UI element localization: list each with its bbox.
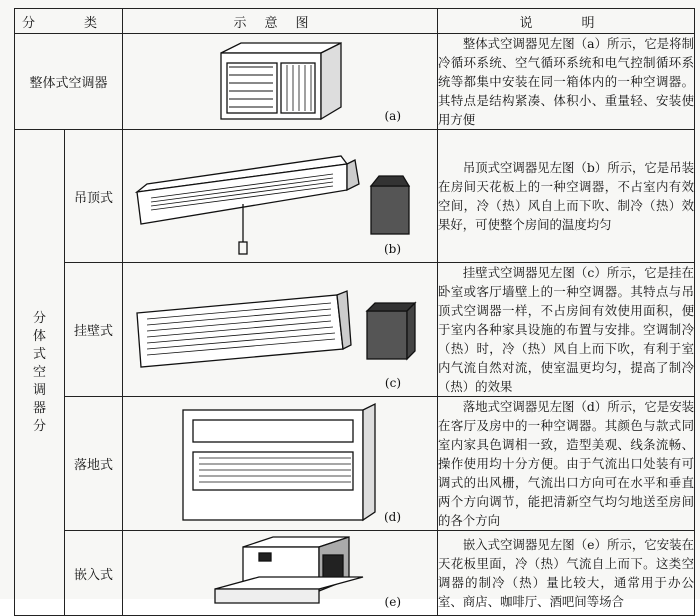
description-text: 整体式空调器见左图（a）所示，它是将制冷循环系统、空气循环系统和电气控制循环系统等都集中安装在同一箱体内的一种空调器。其特点是结构紧凑、体积小、重量轻、安装使用方便 bbox=[438, 34, 695, 130]
header-explanation: 说 明 bbox=[438, 9, 695, 34]
table-row bbox=[15, 531, 695, 616]
diagram-cell bbox=[123, 263, 438, 397]
category-label: 落地式 bbox=[65, 397, 123, 531]
category-label: 整体式空调器 bbox=[15, 34, 123, 130]
classification-table bbox=[14, 8, 695, 616]
table-row bbox=[15, 34, 695, 130]
diagram-cell bbox=[123, 34, 438, 130]
diagram-cell bbox=[123, 397, 438, 531]
figure-caption: (c) bbox=[384, 376, 402, 390]
table-row bbox=[15, 130, 695, 263]
figure-caption: (e) bbox=[384, 595, 402, 609]
diagram-cell bbox=[123, 130, 438, 263]
floor-ac-diagram bbox=[123, 400, 438, 528]
description-text: 落地式空调器见左图（d）所示，它是安装在客厅及房中的一种空调器。其颜色与款式同室内家具色调相一致，造型美观、线条流畅、操作使用均十分方便。由于气流出口处装有可调式的出风栅，气流出口方向可在水平和垂直两个方向调节，能把清新空气均匀地送至房间的各个方向 bbox=[438, 397, 695, 531]
split-group-label: 分 体 式 空 调 器 分 bbox=[15, 130, 65, 616]
description-text: 吊顶式空调器见左图（b）所示，它是吊装在房间天花板上的一种空调器，不占室内有效空间，冷（热）风自上而下吹、制冷（热）效果好，可使整个房间的温度均匀 bbox=[438, 130, 695, 263]
category-label: 嵌入式 bbox=[65, 531, 123, 616]
wall-ac-diagram bbox=[123, 269, 438, 391]
figure-caption: (a) bbox=[384, 109, 402, 123]
table-row bbox=[15, 263, 695, 397]
figure-caption: (b) bbox=[383, 242, 402, 256]
table-row bbox=[15, 397, 695, 531]
table-header-row bbox=[15, 9, 695, 34]
header-diagram: 示意图 bbox=[123, 9, 438, 34]
figure-caption: (d) bbox=[383, 510, 402, 524]
category-label: 挂壁式 bbox=[65, 263, 123, 397]
category-label: 吊顶式 bbox=[65, 130, 123, 263]
description-text: 嵌入式空调器见左图（e）所示，它安装在天花板里面，冷（热）气流自上而下。这类空调器的制冷（热）量比较大，通常用于办公室、商店、咖啡厅、酒吧间等场合 bbox=[438, 531, 695, 616]
header-category: 分 类 bbox=[15, 9, 123, 34]
description-text: 挂壁式空调器见左图（c）所示，它是挂在卧室或客厅墙壁上的一种空调器。其特点与吊顶式空调器一样，不占房间有效使用面积，便于室内各种家具设施的布置与安排。空调制冷（热）时，冷（热）风自上而下吹，有利于室内气流自然对流，使室温更均匀，提高了制冷（热）的效果 bbox=[438, 263, 695, 397]
diagram-cell bbox=[123, 531, 438, 616]
